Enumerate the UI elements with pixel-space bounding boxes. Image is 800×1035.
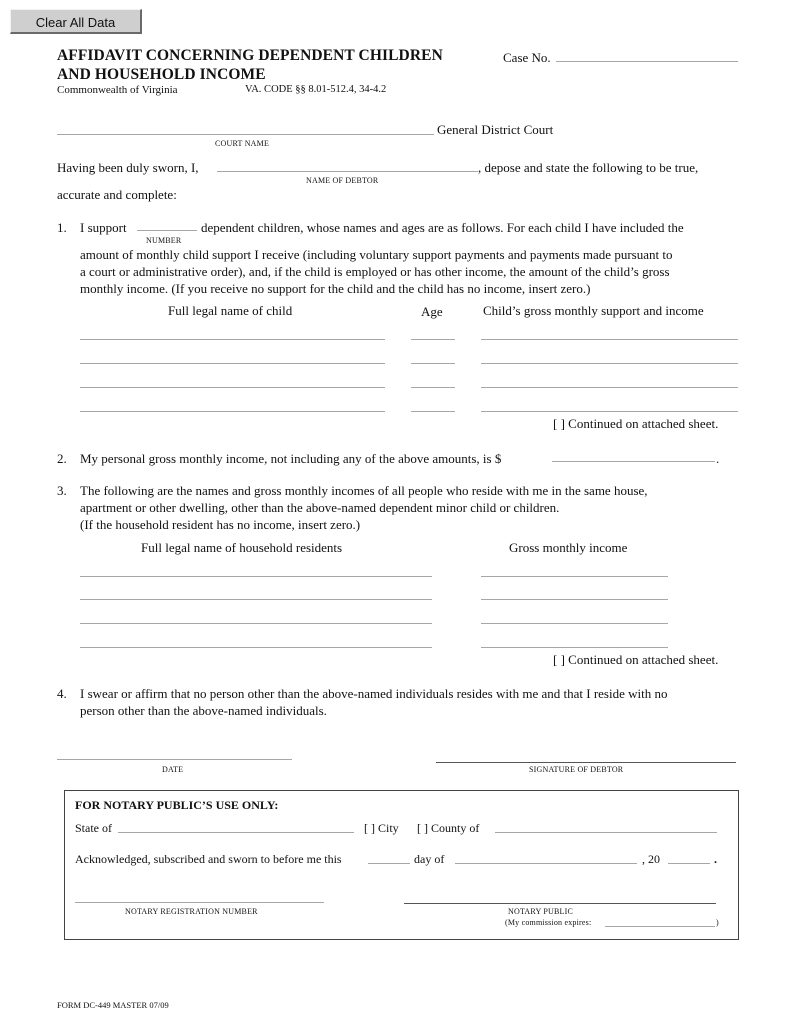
county-field[interactable] bbox=[495, 832, 717, 833]
item1-text2: amount of monthly child support I receive (including voluntary support payments and payments made pursuant to bbox=[80, 247, 673, 262]
year-prefix: , 20 bbox=[642, 852, 660, 866]
debtor-signature-line[interactable] bbox=[436, 762, 736, 763]
resident-name-field-2[interactable] bbox=[80, 599, 432, 600]
child-name-field-4[interactable] bbox=[80, 411, 385, 412]
clear-all-data-button[interactable]: Clear All Data bbox=[10, 9, 142, 34]
item2-number: 2. bbox=[57, 451, 67, 466]
item3-text1: The following are the names and gross monthly incomes of all people who reside with me in the same house, bbox=[80, 483, 648, 498]
child-age-field-2[interactable] bbox=[411, 363, 455, 364]
resident-name-field-3[interactable] bbox=[80, 623, 432, 624]
item4-text2: person other than the above-named individuals. bbox=[80, 703, 327, 718]
case-no-field[interactable] bbox=[556, 61, 738, 62]
date-field[interactable] bbox=[57, 759, 292, 760]
case-no-label: Case No. bbox=[503, 50, 551, 65]
child-income-field-3[interactable] bbox=[481, 387, 738, 388]
court-suffix: General District Court bbox=[437, 122, 554, 137]
resident-income-field-4[interactable] bbox=[481, 647, 668, 648]
item1-text3: a court or administrative order), and, if the child is employed or has other income, the amount of the child’s gross bbox=[80, 264, 670, 279]
notary-registration-caption: NOTARY REGISTRATION NUMBER bbox=[125, 907, 258, 916]
notary-heading: FOR NOTARY PUBLIC’S USE ONLY: bbox=[75, 798, 279, 812]
commission-end: ) bbox=[716, 918, 719, 927]
item3-number: 3. bbox=[57, 483, 67, 498]
child-age-field-1[interactable] bbox=[411, 339, 455, 340]
resident-name-field-1[interactable] bbox=[80, 576, 432, 577]
notary-registration-field[interactable] bbox=[75, 902, 324, 903]
col-child-income: Child’s gross monthly support and income bbox=[483, 303, 704, 318]
children-count-field[interactable] bbox=[137, 230, 197, 231]
child-age-field-3[interactable] bbox=[411, 387, 455, 388]
notary-public-caption: NOTARY PUBLIC bbox=[508, 907, 574, 916]
year-field[interactable] bbox=[668, 863, 710, 864]
child-income-field-4[interactable] bbox=[481, 411, 738, 412]
item1-text4: monthly income. (If you receive no support for the child and the child has no income, insert zero.) bbox=[80, 281, 591, 296]
child-name-field-3[interactable] bbox=[80, 387, 385, 388]
child-income-field-1[interactable] bbox=[481, 339, 738, 340]
child-name-field-1[interactable] bbox=[80, 339, 385, 340]
form-title-line2: AND HOUSEHOLD INCOME bbox=[57, 66, 266, 83]
child-age-field-4[interactable] bbox=[411, 411, 455, 412]
resident-income-field-1[interactable] bbox=[481, 576, 668, 577]
personal-income-field[interactable] bbox=[552, 461, 715, 462]
notary-signature-line[interactable] bbox=[404, 903, 716, 904]
resident-name-field-4[interactable] bbox=[80, 647, 432, 648]
resident-income-field-3[interactable] bbox=[481, 623, 668, 624]
state-field[interactable] bbox=[118, 832, 354, 833]
child-name-field-2[interactable] bbox=[80, 363, 385, 364]
number-caption: NUMBER bbox=[146, 236, 182, 245]
jurisdiction: Commonwealth of Virginia bbox=[57, 84, 178, 96]
court-name-caption: COURT NAME bbox=[215, 139, 270, 148]
commission-label: (My commission expires: bbox=[505, 918, 592, 927]
col-child-age: Age bbox=[421, 304, 443, 319]
item1-prefix: I support bbox=[80, 220, 127, 235]
col-child-name: Full legal name of child bbox=[168, 303, 293, 318]
resident-income-field-2[interactable] bbox=[481, 599, 668, 600]
signature-caption: SIGNATURE OF DEBTOR bbox=[529, 765, 624, 774]
oath-prefix: Having been duly sworn, I, bbox=[57, 160, 199, 175]
item2-text: My personal gross monthly income, not including any of the above amounts, is $ bbox=[80, 451, 502, 466]
item3-text2: apartment or other dwelling, other than the above-named dependent minor child or children. bbox=[80, 500, 560, 515]
debtor-name-field[interactable] bbox=[217, 171, 478, 172]
item3-text3: (If the household resident has no income, insert zero.) bbox=[80, 517, 361, 532]
commission-expires-field[interactable] bbox=[605, 926, 715, 927]
acknowledged-text: Acknowledged, subscribed and sworn to before me this bbox=[75, 852, 342, 866]
day-field[interactable] bbox=[368, 863, 410, 864]
oath-suffix: , depose and state the following to be true, bbox=[478, 160, 699, 175]
city-checkbox[interactable]: [ ] City bbox=[364, 821, 399, 835]
va-code: VA. CODE §§ 8.01-512.4, 34-4.2 bbox=[245, 84, 387, 95]
oath-line2: accurate and complete: bbox=[57, 187, 177, 202]
child-income-field-2[interactable] bbox=[481, 363, 738, 364]
children-continued-checkbox[interactable]: [ ] Continued on attached sheet. bbox=[553, 416, 719, 431]
court-name-field[interactable] bbox=[57, 134, 434, 135]
item1-number: 1. bbox=[57, 220, 67, 235]
form-title-line1: AFFIDAVIT CONCERNING DEPENDENT CHILDREN bbox=[57, 47, 443, 64]
month-field[interactable] bbox=[455, 863, 637, 864]
day-of-label: day of bbox=[414, 852, 445, 866]
item4-number: 4. bbox=[57, 686, 67, 701]
date-caption: DATE bbox=[162, 765, 184, 774]
form-id: FORM DC-449 MASTER 07/09 bbox=[57, 1000, 169, 1010]
residents-continued-checkbox[interactable]: [ ] Continued on attached sheet. bbox=[553, 652, 719, 667]
item4-text1: I swear or affirm that no person other than the above-named individuals resides with me and that I reside with no bbox=[80, 686, 668, 701]
item1-text1: dependent children, whose names and ages are as follows. For each child I have included the bbox=[201, 220, 684, 235]
state-label: State of bbox=[75, 821, 112, 835]
debtor-name-caption: NAME OF DEBTOR bbox=[306, 176, 379, 185]
county-checkbox[interactable]: [ ] County of bbox=[417, 821, 480, 835]
item2-end: . bbox=[716, 451, 720, 466]
year-end: . bbox=[714, 852, 717, 866]
col-resident-name: Full legal name of household residents bbox=[141, 540, 343, 555]
col-resident-income: Gross monthly income bbox=[509, 540, 628, 555]
